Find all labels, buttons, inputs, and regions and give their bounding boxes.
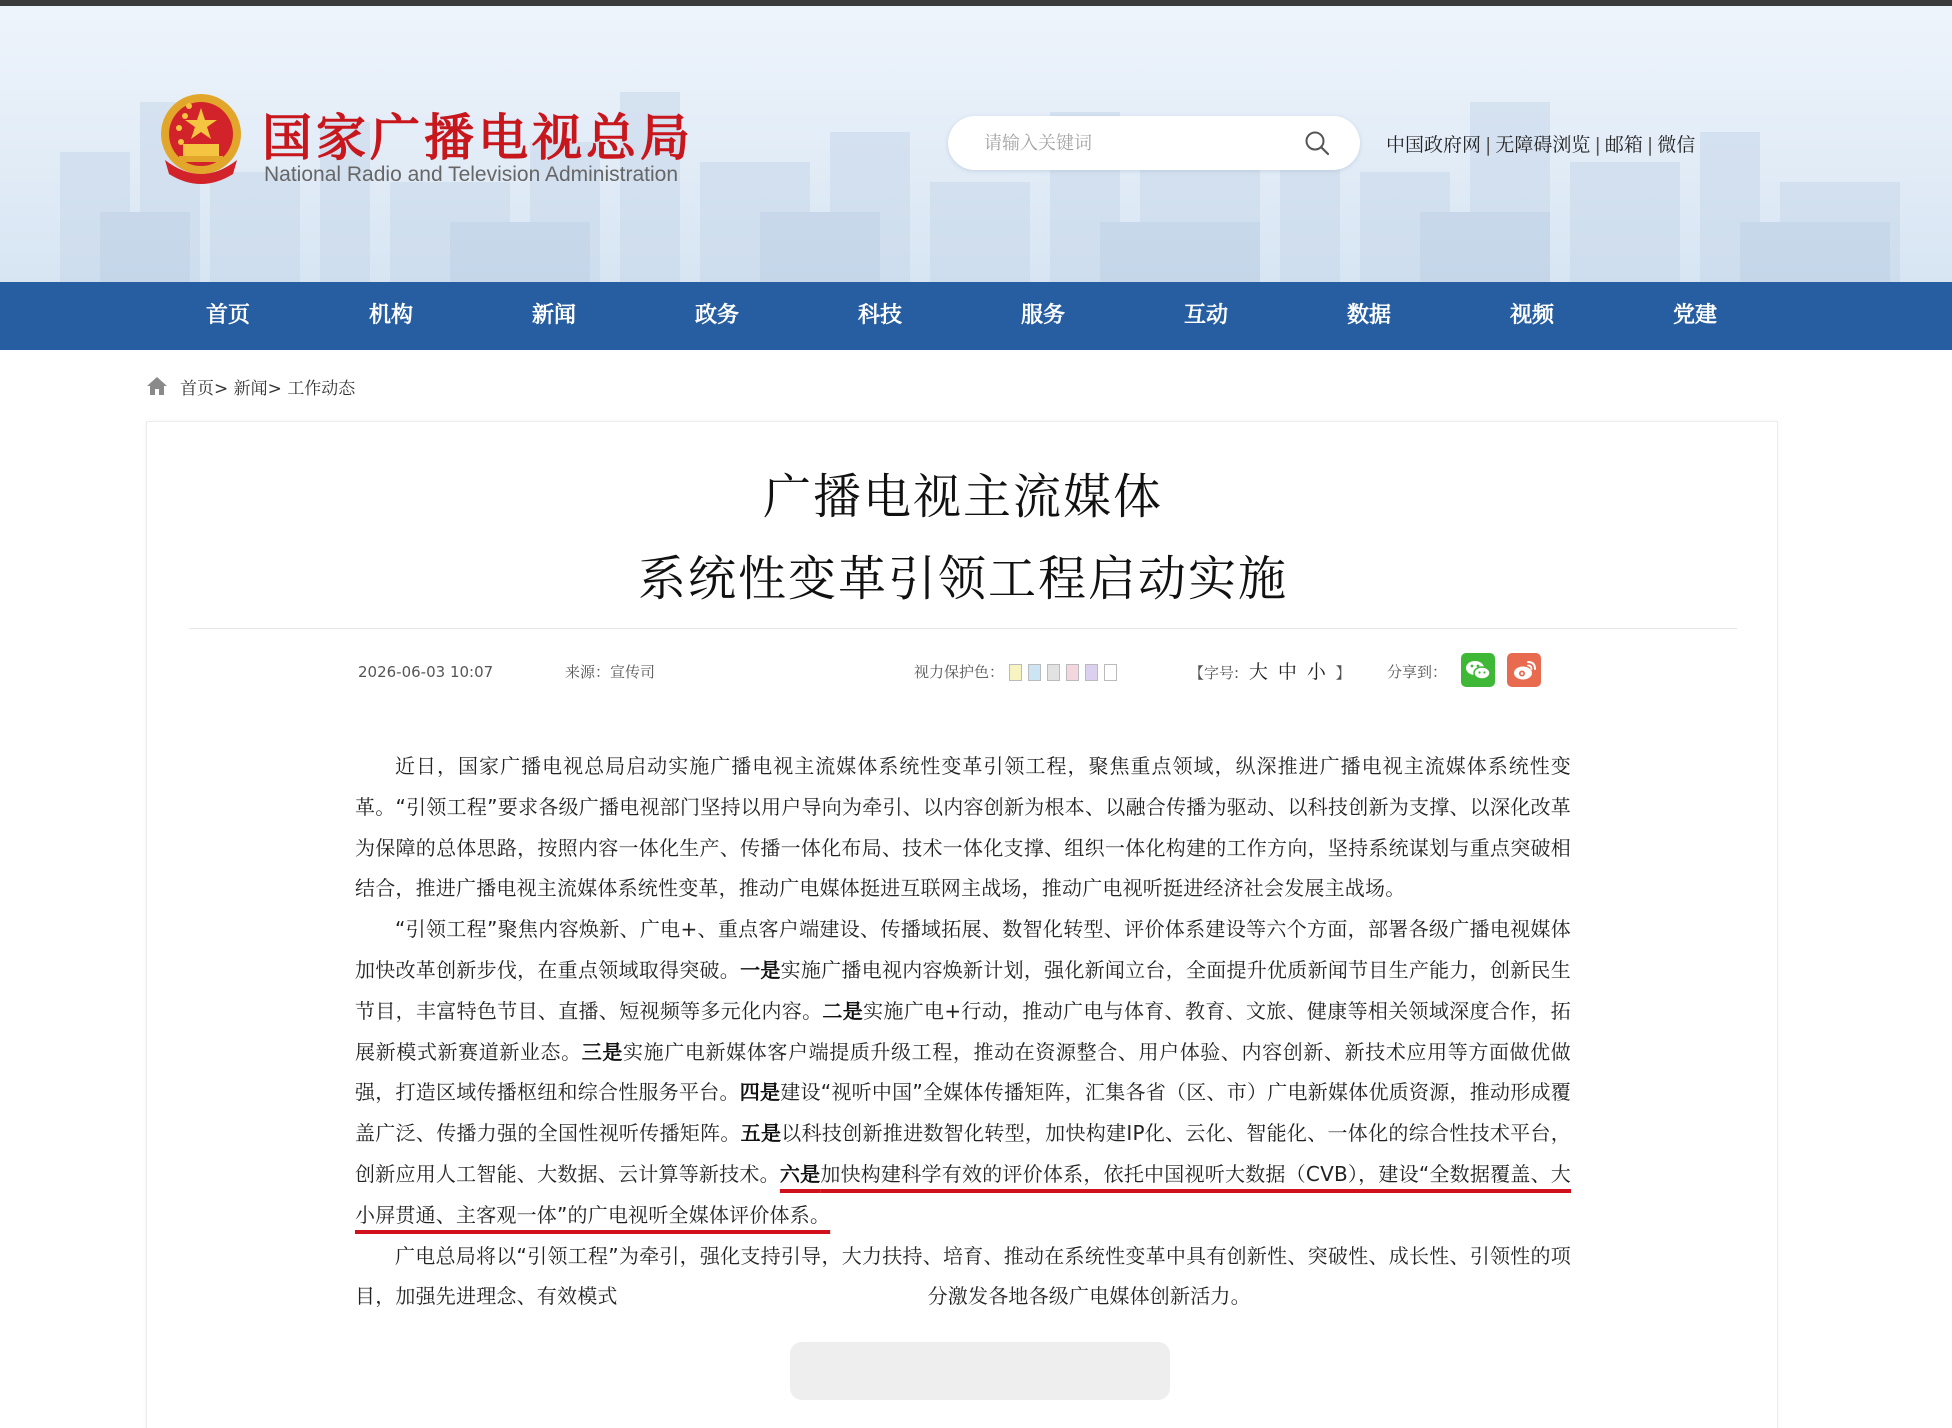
search-input[interactable]	[984, 116, 1284, 170]
eye-protect-swatch-yellow[interactable]	[1009, 664, 1022, 681]
site-name-en: National Radio and Television Administration	[264, 163, 679, 186]
nav-item-news[interactable]: 新闻	[531, 303, 576, 328]
top-links	[1386, 130, 1695, 157]
article-date: 2026-06-03 10:07	[358, 663, 494, 681]
article-paragraph-1: 近日，国家广播电视总局启动实施广播电视主流媒体系统性变革引领工程，聚焦重点领域，纵深推进广播电视主流媒体系统性变革。“引领工程”要求各级广播电视部门坚持以用户导向为牵引、以内容创新为根本、以融合传播为驱动、以科技创新为支撑、以深化改革为保障的总体思路，按照内容一体化生产、传播一体化布局、技术一体化支撑、组织一体化构建的工作方向，坚持系统谋划与重点突破相结合，推进广播电视主流媒体系统性变革，推动广电媒体挺进互联网主战场，推动广电视听挺进经济社会发展主战场。	[355, 754, 1571, 901]
nav-item-video[interactable]: 视频	[1509, 303, 1554, 328]
nav-item-party-building[interactable]: 党建	[1672, 303, 1717, 328]
nav-item-technology[interactable]: 科技	[857, 303, 902, 328]
nav-item-data[interactable]: 数据	[1346, 303, 1391, 328]
point-marker-6: 六是	[779, 1161, 821, 1186]
point-text-6-highlighted: 加快构建科学有效的评价体系，依托中国视听大数据（CVB），建设“全数据覆盖、大小屏贯通、主客观一体”的广电视听全媒体评价体系。	[355, 1161, 1572, 1227]
point-marker-4: 四是	[739, 1080, 781, 1105]
font-size-small[interactable]: 小	[1306, 661, 1326, 683]
source-label: 来源：	[565, 663, 611, 681]
article-card	[146, 421, 1778, 1428]
point-text-5: 以科技创新推进数智化转型，加快构建IP化、云化、智能化、一体化的综合性技术平台，创新应用人工智能、大数据、云计算等新技术。	[355, 1121, 1571, 1186]
point-marker-2: 二是	[822, 998, 864, 1023]
top-link-mail[interactable]: 邮箱	[1604, 134, 1643, 156]
breadcrumb-home[interactable]: 首页	[180, 379, 214, 399]
font-size-close: 】	[1335, 664, 1351, 682]
search-box	[948, 116, 1360, 170]
nav-item-interaction[interactable]: 互动	[1183, 303, 1228, 328]
nav-item-home[interactable]: 首页	[205, 303, 250, 328]
point-text-2: 实施广电+行动，推动广电与体育、教育、文旅、健康等相关领域深度合作，拓展新模式新赛道新业态。	[355, 998, 1571, 1064]
top-link-separator: |	[1646, 134, 1654, 156]
home-icon[interactable]	[146, 376, 168, 396]
site-name-cn[interactable]: 国家广播电视总局	[262, 109, 694, 167]
wechat-icon	[1461, 653, 1495, 687]
top-link-gov[interactable]: 中国政府网	[1386, 134, 1482, 156]
breadcrumb-news[interactable]: 新闻	[233, 379, 268, 399]
nav-item-government-affairs[interactable]: 政务	[694, 303, 739, 328]
point-marker-1: 一是	[740, 957, 781, 982]
breadcrumb-work-updates[interactable]: 工作动态	[287, 379, 356, 399]
source-value: 宣传司	[610, 663, 656, 681]
nav-item-institutions[interactable]: 机构	[368, 303, 413, 328]
eye-protect-swatch-blue[interactable]	[1028, 664, 1041, 681]
eye-protect-swatch-gray[interactable]	[1047, 664, 1060, 681]
main-nav	[0, 282, 1952, 350]
title-divider	[189, 628, 1737, 629]
article-paragraph-2	[355, 909, 1571, 1235]
eye-protect-control	[914, 652, 1123, 692]
eye-protect-swatch-purple[interactable]	[1085, 664, 1098, 681]
nav-item-services[interactable]: 服务	[1020, 303, 1065, 328]
font-size-open: 【字号:	[1189, 664, 1240, 682]
weibo-share-button[interactable]	[1507, 653, 1541, 687]
top-link-separator: |	[1485, 134, 1492, 156]
article-title-line1: 广播电视主流媒体	[762, 469, 1163, 525]
point-marker-5: 五是	[740, 1121, 782, 1146]
point-text-1: 实施广播电视内容焕新计划，强化新闻立台，全面提升优质新闻节目生产能力，创新民生节目，丰富特色节目、直播、短视频等多元化内容。	[355, 957, 1571, 1023]
search-icon[interactable]	[1304, 130, 1330, 156]
font-size-medium[interactable]: 中	[1277, 661, 1297, 683]
point-marker-3: 三是	[581, 1039, 624, 1064]
breadcrumb-separator: >	[267, 379, 282, 399]
national-emblem-icon	[155, 90, 247, 190]
breadcrumb-separator: >	[214, 379, 229, 399]
article-source	[565, 652, 655, 692]
watermark-overlay	[790, 1342, 1170, 1400]
article-title-line2: 系统性变革引领工程启动实施	[637, 551, 1288, 607]
font-size-large[interactable]: 大	[1248, 661, 1268, 683]
share-label: 分享到：	[1387, 663, 1448, 681]
eye-protect-swatch-pink[interactable]	[1066, 664, 1079, 681]
weibo-icon	[1507, 653, 1541, 687]
font-size-control	[1189, 652, 1351, 692]
paragraph-3-part-a: 广电总局将以“引领工程”为牵引，强化支持引导，大力扶持、培育、推动在系统性变革中具有创新性、突破性、成长性、引领性的项目，加强先进理念、有效模式	[355, 1243, 1571, 1309]
article-paragraph-3	[355, 1236, 1571, 1318]
site-header	[0, 6, 1952, 282]
top-link-accessibility[interactable]: 无障碍浏览	[1495, 134, 1591, 156]
point-text-4: 建设“视听中国”全媒体传播矩阵，汇集各省（区、市）广电新媒体优质资源，推动形成覆盖广泛、传播力强的全国性视听传播矩阵。	[355, 1080, 1571, 1146]
top-link-wechat[interactable]: 微信	[1657, 134, 1696, 156]
eye-protect-label: 视力保护色：	[914, 663, 1005, 681]
top-link-separator: |	[1594, 134, 1601, 156]
article-body	[355, 746, 1571, 1317]
eye-protect-swatch-white[interactable]	[1104, 664, 1117, 681]
point-text-3: 实施广电新媒体客户端提质升级工程，推动在资源整合、用户体验、内容创新、新技术应用等方面做优做强，打造区域传播枢纽和综合性服务平台。	[355, 1039, 1571, 1105]
paragraph-2-intro: “引领工程”聚焦内容焕新、广电+、重点客户端建设、传播域拓展、数智化转型、评价体系建设等六个方面，部署各级广播电视媒体加快改革创新步伐，在重点领域取得突破。	[355, 917, 1571, 982]
paragraph-3-part-b: 分激发各地各级广电媒体创新活力。	[927, 1284, 1251, 1309]
wechat-share-button[interactable]	[1461, 653, 1495, 687]
